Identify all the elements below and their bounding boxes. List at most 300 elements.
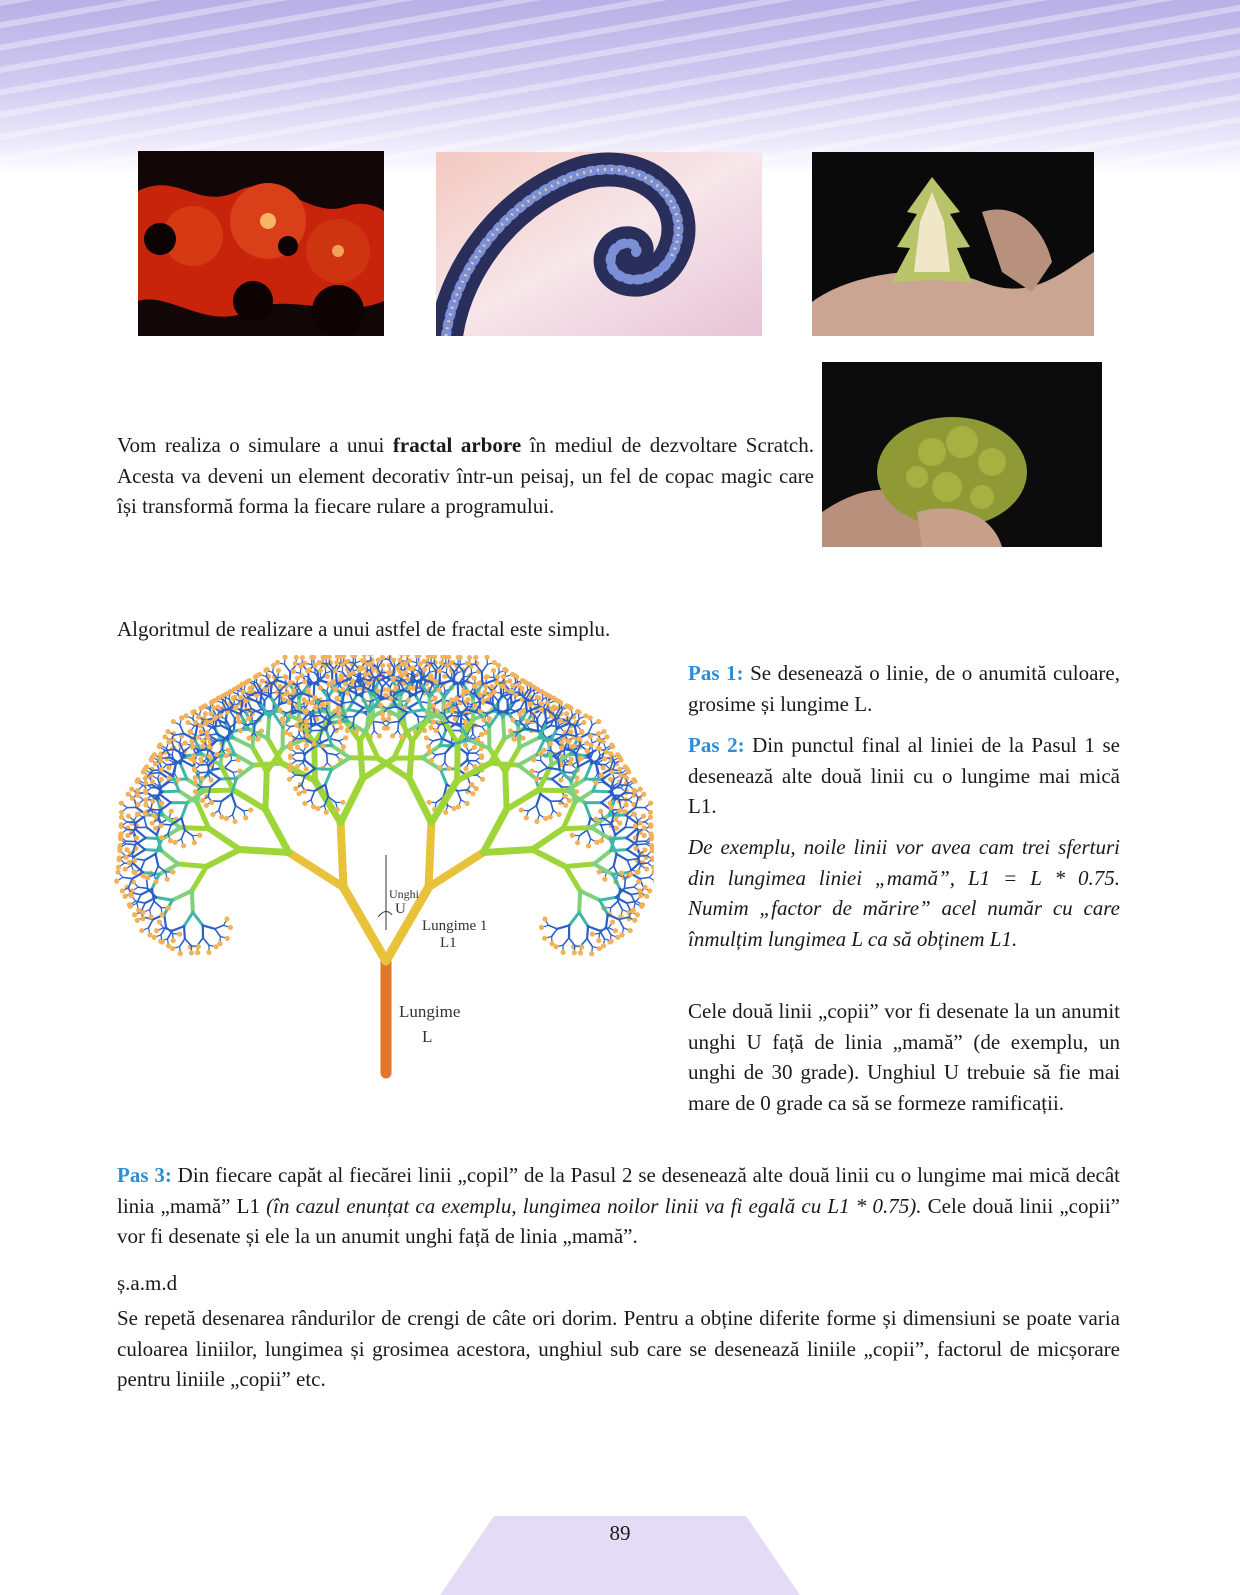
tree-leaf-dot xyxy=(579,945,584,950)
tree-leaf-dot xyxy=(192,840,197,845)
tree-leaf-dot xyxy=(248,807,253,812)
tree-leaf-dot xyxy=(336,711,341,716)
tree-leaf-dot xyxy=(150,821,155,826)
tree-leaf-dot xyxy=(324,810,329,815)
tree-branch xyxy=(637,844,646,845)
tree-leaf-dot xyxy=(642,847,647,852)
tree-leaf-dot xyxy=(617,821,622,826)
tree-leaf-dot xyxy=(354,729,359,734)
step3-italic-note: (în cazul enunțat ca exemplu, lungimea noilor linii va fi egală cu L1 * 0.75). xyxy=(266,1193,922,1218)
tree-leaf-dot xyxy=(501,674,506,679)
tree-branch xyxy=(162,828,180,839)
tree-leaf-dot xyxy=(315,806,320,811)
tree-leaf-dot xyxy=(318,685,323,690)
step3-text1: Din fiecare capăt al fiecărei linii „copil” de la Pasul 2 se desenează alte două linii cu o lungime mai mică decât linia „mamă” L1 xyxy=(117,1163,1121,1218)
tree-branch xyxy=(505,747,519,772)
tree-branch xyxy=(232,794,236,806)
tree-leaf-dot xyxy=(437,668,442,673)
tree-leaf-dot xyxy=(428,673,433,678)
step3-text2: Cele două linii „copii” vor fi desenate și ele la un anumit unghi față de linia „mamă”. xyxy=(117,1193,1120,1248)
tree-leaf-dot xyxy=(312,741,317,746)
tree-leaf-dot xyxy=(575,709,580,714)
tree-leaf-dot xyxy=(542,936,547,941)
tree-leaf-dot xyxy=(588,715,593,720)
tree-leaf-dot xyxy=(631,777,636,782)
tree-leaf-dot xyxy=(175,777,180,782)
tree-leaf-dot xyxy=(409,666,414,671)
children-paragraph: Cele două linii „copii” vor fi desenate la un anumit unghi U față de linia „mamă” (de exemplu, un unghi de 30 grade). Unghiul U trebuie să fie mai mare de 0 grade ca să se formeze ramificații. xyxy=(688,999,1120,1115)
tree-leaf-dot xyxy=(309,700,314,705)
tree-leaf-dot xyxy=(200,798,205,803)
tree-leaf-dot xyxy=(429,758,434,763)
tree-leaf-dot xyxy=(280,716,285,721)
tree-leaf-dot xyxy=(188,730,193,735)
tree-leaf-dot xyxy=(127,860,132,865)
tree-leaf-dot xyxy=(153,826,158,831)
tree-leaf-dot xyxy=(338,725,343,730)
tree-leaf-dot xyxy=(579,729,584,734)
tree-branch xyxy=(587,830,591,839)
angle-word-label: Unghi xyxy=(389,887,419,901)
tree-leaf-dot xyxy=(437,765,442,770)
tree-leaf-dot xyxy=(578,950,583,955)
tree-branch xyxy=(540,794,550,801)
tree-branch xyxy=(389,721,398,722)
tree-leaf-dot xyxy=(439,660,444,665)
tree-leaf-dot xyxy=(345,690,350,695)
repeat-paragraph: Se repetă desenarea rândurilor de crengi de câte ori dorim. Pentru a obține diferite forme și dimensiuni se poate varia culoarea liniilor, lungimea și grosimea acestora, unghiul sub care se desenează liniile „copii”, factorul de micșorare pentru liniile „copii” etc. xyxy=(117,1306,1120,1391)
tree-leaf-dot xyxy=(596,746,601,751)
tree-leaf-dot xyxy=(166,905,171,910)
tree-leaf-dot xyxy=(365,681,370,686)
tree-leaf-dot xyxy=(596,719,601,724)
tree-leaf-dot xyxy=(623,764,628,769)
tree-leaf-dot xyxy=(154,928,159,933)
tree-branch xyxy=(332,746,350,758)
tree-branch xyxy=(625,818,627,827)
tree-leaf-dot xyxy=(624,802,629,807)
tree-leaf-dot xyxy=(189,950,194,955)
tree-leaf-dot xyxy=(184,713,189,718)
tree-branch xyxy=(537,719,538,731)
tree-leaf-dot xyxy=(615,935,620,940)
tree-leaf-dot xyxy=(304,719,309,724)
tree-leaf-dot xyxy=(597,946,602,951)
length-word-label: Lungime xyxy=(399,1002,461,1021)
tree-branch xyxy=(610,838,626,839)
mandelbrot-fractal-image xyxy=(138,151,384,336)
tree-leaf-dot xyxy=(143,776,148,781)
tree-branch xyxy=(150,901,154,909)
tree-leaf-dot xyxy=(130,796,135,801)
tree-leaf-dot xyxy=(463,743,468,748)
tree-leaf-dot xyxy=(145,875,150,880)
tree-leaf-dot xyxy=(298,718,303,723)
tree-leaf-dot xyxy=(638,787,643,792)
tree-leaf-dot xyxy=(432,696,437,701)
tree-leaf-dot xyxy=(568,761,573,766)
tree-leaf-dot xyxy=(119,801,124,806)
tree-leaf-dot xyxy=(192,775,197,780)
tree-branch xyxy=(253,747,267,772)
tree-leaf-dot xyxy=(635,912,640,917)
tree-branch xyxy=(219,801,222,810)
tree-leaf-dot xyxy=(231,696,236,701)
intro-text-post: în mediul de dezvoltare Scratch. Acesta va deveni un element decorativ într-un peisaj, un fel de copac magic care își transformă forma la fiecare rulare a programului. xyxy=(117,433,814,518)
tree-leaf-dot xyxy=(305,668,310,673)
tree-leaf-dot xyxy=(408,685,413,690)
tree-leaf-dot xyxy=(599,838,604,843)
tree-leaf-dot xyxy=(204,803,209,808)
tree-leaf-dot xyxy=(295,764,300,769)
tree-leaf-dot xyxy=(448,660,453,665)
tree-leaf-dot xyxy=(200,776,205,781)
tree-leaf-dot xyxy=(558,777,563,782)
tree-leaf-dot xyxy=(136,908,141,913)
tree-leaf-dot xyxy=(484,675,489,680)
tree-leaf-dot xyxy=(143,797,148,802)
tree-branch xyxy=(311,791,314,800)
tree-branch xyxy=(638,863,647,864)
tree-leaf-dot xyxy=(282,697,287,702)
tree-leaf-dot xyxy=(472,684,477,689)
tree-leaf-dot xyxy=(399,655,404,657)
tree-leaf-dot xyxy=(617,767,622,772)
tree-leaf-dot xyxy=(123,894,128,899)
tree-leaf-dot xyxy=(427,749,432,754)
tree-leaf-dot xyxy=(378,703,383,708)
tree-leaf-dot xyxy=(470,791,475,796)
tree-leaf-dot xyxy=(316,660,321,665)
tree-leaf-dot xyxy=(586,843,591,848)
tree-branches xyxy=(114,655,654,1073)
tree-branch xyxy=(505,772,506,809)
tree-branch xyxy=(587,939,592,947)
tree-leaf-dot xyxy=(277,707,282,712)
tree-leaf-dot xyxy=(206,744,211,749)
tree-leaf-dot xyxy=(295,745,300,750)
tree-branch xyxy=(254,763,282,765)
tree-leaf-dot xyxy=(238,728,243,733)
tree-branch xyxy=(551,801,554,810)
length1-word-label: Lungime 1 xyxy=(422,918,488,934)
tree-branch xyxy=(343,887,386,961)
tree-branch xyxy=(614,854,617,866)
tree-branch xyxy=(268,717,269,739)
tree-branch xyxy=(330,730,334,738)
tree-branch xyxy=(585,764,591,779)
tree-leaf-dot xyxy=(556,812,561,817)
tree-branch xyxy=(594,851,611,864)
tree-branch xyxy=(151,773,160,774)
tree-leaf-dot xyxy=(167,738,172,743)
tree-leaf-dot xyxy=(535,695,540,700)
tree-leaf-dot xyxy=(119,810,124,815)
tree-leaf-dot xyxy=(283,674,288,679)
tree-leaf-dot xyxy=(648,815,653,820)
tree-leaf-dot xyxy=(159,835,164,840)
tree-leaf-dot xyxy=(472,703,477,708)
tree-leaf-dot xyxy=(421,659,426,664)
intro-text-pre: Vom realiza o simulare a unui xyxy=(117,433,393,457)
tree-branch xyxy=(265,772,266,809)
tree-leaf-dot xyxy=(170,869,175,874)
tree-branch xyxy=(503,717,504,739)
tree-leaf-dot xyxy=(604,734,609,739)
tree-leaf-dot xyxy=(178,951,183,956)
tree-leaf-dot xyxy=(246,716,251,721)
tree-branch xyxy=(429,853,484,888)
tree-leaf-dot xyxy=(647,888,652,893)
tree-leaf-dot xyxy=(207,754,212,759)
tree-leaf-dot xyxy=(172,840,177,845)
tree-leaf-dot xyxy=(335,697,340,702)
tree-leaf-dot xyxy=(609,742,614,747)
tree-leaf-dot xyxy=(287,681,292,686)
tree-leaf-dot xyxy=(260,678,265,683)
tree-leaf-dot xyxy=(539,925,544,930)
tree-leaf-dot xyxy=(399,734,404,739)
tree-leaf-dot xyxy=(232,819,237,824)
tree-branch xyxy=(215,925,224,929)
tree-leaf-dot xyxy=(548,814,553,819)
tree-branch xyxy=(601,824,610,825)
tree-leaf-dot xyxy=(191,758,196,763)
tree-leaf-dot xyxy=(348,671,353,676)
tree-leaf-dot xyxy=(390,733,395,738)
tree-branch xyxy=(518,726,519,748)
tree-branch xyxy=(579,891,580,913)
tree-leaf-dot xyxy=(256,736,261,741)
tree-leaf-dot xyxy=(589,743,594,748)
tree-branch xyxy=(580,891,599,900)
tree-leaf-dot xyxy=(147,932,152,937)
tree-leaf-dot xyxy=(609,769,614,774)
tree-branch xyxy=(640,877,649,878)
tree-leaf-dot xyxy=(190,744,195,749)
tree-leaf-dot xyxy=(596,737,601,742)
tree-leaf-dot xyxy=(216,695,221,700)
tree-leaf-dot xyxy=(565,738,570,743)
tree-leaf-dot xyxy=(546,693,551,698)
step3-label: Pas 3: xyxy=(117,1163,172,1187)
tree-branch xyxy=(588,725,592,734)
tree-leaf-dot xyxy=(276,668,281,673)
tree-leaf-dot xyxy=(302,801,307,806)
tree-leaf-dot xyxy=(361,658,366,663)
tree-branch xyxy=(353,702,364,708)
tree-leaf-dot xyxy=(135,793,140,798)
tree-leaf-dot xyxy=(129,820,134,825)
tree-leaf-dot xyxy=(143,811,148,816)
tree-leaf-dot xyxy=(641,792,646,797)
tree-leaf-dot xyxy=(288,732,293,737)
tree-leaf-dot xyxy=(243,698,248,703)
tree-leaf-dot xyxy=(238,695,243,700)
tree-leaf-dot xyxy=(403,670,408,675)
tree-branch xyxy=(611,850,627,851)
tree-leaf-dot xyxy=(126,792,131,797)
tree-leaf-dot xyxy=(288,767,293,772)
tree-leaf-dot xyxy=(472,676,477,681)
tree-leaf-dot xyxy=(263,668,268,673)
tree-leaf-dot xyxy=(380,663,385,668)
tree-branch xyxy=(185,830,193,836)
tree-leaf-dot xyxy=(380,655,385,660)
tree-branch xyxy=(483,850,532,853)
tree-leaf-dot xyxy=(479,753,484,758)
tree-leaf-dot xyxy=(479,732,484,737)
tree-leaf-dot xyxy=(637,888,642,893)
tree-leaf-dot xyxy=(549,941,554,946)
tree-leaf-dot xyxy=(519,807,524,812)
tree-leaf-dot xyxy=(284,691,289,696)
tree-leaf-dot xyxy=(119,815,124,820)
intro-paragraph xyxy=(117,430,814,522)
step1-label: Pas 1: xyxy=(688,661,744,685)
tree-leaf-dot xyxy=(318,668,323,673)
tree-branch xyxy=(532,829,563,850)
tree-branch xyxy=(156,854,159,866)
tree-leaf-dot xyxy=(119,824,124,829)
tree-leaf-dot xyxy=(520,736,525,741)
tree-leaf-dot xyxy=(512,737,517,742)
tree-leaf-dot xyxy=(190,710,195,715)
tree-branch xyxy=(579,830,587,836)
tree-leaf-dot xyxy=(345,728,350,733)
tree-leaf-dot xyxy=(495,674,500,679)
tree-leaf-dot xyxy=(179,715,184,720)
tree-branch xyxy=(409,702,420,708)
tree-leaf-dot xyxy=(368,655,373,657)
tree-branch xyxy=(220,778,236,779)
tree-leaf-dot xyxy=(426,744,431,749)
tree-branch xyxy=(240,850,289,853)
tree-branch xyxy=(429,697,430,719)
tree-leaf-dot xyxy=(443,810,448,815)
tree-branch xyxy=(490,763,518,765)
spiral-fractal-image xyxy=(436,152,762,336)
tree-leaf-dot xyxy=(467,655,472,660)
tree-leaf-dot xyxy=(539,701,544,706)
tree-leaf-dot xyxy=(335,655,340,659)
tree-branch xyxy=(579,912,588,926)
tree-leaf-dot xyxy=(644,866,649,871)
tree-leaf-dot xyxy=(608,751,613,756)
tree-leaf-dot xyxy=(543,816,548,821)
tree-leaf-dot xyxy=(116,865,121,870)
tree-branch xyxy=(552,929,558,937)
tree-leaf-dot xyxy=(622,809,627,814)
tree-branch xyxy=(398,721,399,730)
tree-leaf-dot xyxy=(135,918,140,923)
tree-leaf-dot xyxy=(288,746,293,751)
tree-leaf-dot xyxy=(196,735,201,740)
tree-leaf-dot xyxy=(135,802,140,807)
tree-leaf-dot xyxy=(466,661,471,666)
tree-leaf-dot xyxy=(648,810,653,815)
tree-branch xyxy=(181,830,185,839)
tree-branch xyxy=(126,844,135,845)
tree-leaf-dot xyxy=(638,893,643,898)
header-decoration xyxy=(0,0,1240,175)
tree-leaf-dot xyxy=(208,711,213,716)
tree-leaf-dot xyxy=(388,696,393,701)
tree-branch xyxy=(184,926,185,938)
tree-branch xyxy=(181,764,187,779)
tree-leaf-dot xyxy=(559,745,564,750)
tree-leaf-dot xyxy=(115,869,120,874)
tree-leaf-dot xyxy=(196,944,201,949)
step2-label: Pas 2: xyxy=(688,733,745,757)
tree-leaf-dot xyxy=(338,677,343,682)
step2-text: Din punctul final al liniei de la Pasul 1 se desenează alte două linii cu o lungime mai mică L1. xyxy=(688,733,1120,818)
tree-leaf-dot xyxy=(386,670,391,675)
tree-leaf-dot xyxy=(456,804,461,809)
tree-leaf-dot xyxy=(604,749,609,754)
example-paragraph: De exemplu, noile linii vor avea cam trei sferturi din lungimea liniei „mamă”, L1 = L * 0.75. Numim „factor de mărire” acel număr cu care înmulțim lungimea L ca să obținem L1. xyxy=(688,835,1120,951)
tree-leaf-dot xyxy=(189,739,194,744)
tree-branch xyxy=(192,891,193,913)
tree-leaf-dot xyxy=(499,683,504,688)
tree-leaf-dot xyxy=(431,719,436,724)
tree-branch xyxy=(209,829,240,850)
step1-text: Se desenează o linie, de o anumită culoare, grosime și lungime L. xyxy=(688,661,1120,716)
tree-leaf-dot xyxy=(453,697,458,702)
tree-leaf-dot xyxy=(142,767,147,772)
tree-leaf-dot xyxy=(341,744,346,749)
tree-branch xyxy=(161,851,178,864)
tree-leaf-dot xyxy=(287,777,292,782)
tree-leaf-dot xyxy=(294,655,299,660)
tree-leaf-dot xyxy=(209,777,214,782)
angle-arc xyxy=(378,911,392,917)
tree-leaf-dot xyxy=(343,735,348,740)
tree-branch xyxy=(624,879,625,888)
tree-leaf-dot xyxy=(203,721,208,726)
tree-leaf-dot xyxy=(165,877,170,882)
tree-branch xyxy=(181,803,187,818)
tree-leaf-dot xyxy=(632,918,637,923)
tree-leaf-dot xyxy=(542,916,547,921)
tree-leaf-dot xyxy=(293,661,298,666)
tree-branch xyxy=(167,764,176,765)
tree-leaf-dot xyxy=(158,753,163,758)
tree-branch xyxy=(399,695,401,716)
tree-leaf-dot xyxy=(210,812,215,817)
tree-leaf-dot xyxy=(527,682,532,687)
tree-branch xyxy=(618,901,622,909)
tree-leaf-dot xyxy=(335,807,340,812)
tree-branch xyxy=(507,790,539,809)
tree-leaf-dot xyxy=(531,757,536,762)
tree-leaf-dot xyxy=(193,780,198,785)
romanesco-cut-image xyxy=(812,152,1094,336)
tree-leaf-dot xyxy=(512,673,517,678)
tree-leaf-dot xyxy=(336,706,341,711)
tree-leaf-dot xyxy=(326,682,331,687)
tree-leaf-dot xyxy=(158,758,163,763)
tree-leaf-dot xyxy=(489,684,494,689)
tree-branch xyxy=(483,809,506,852)
tree-leaf-dot xyxy=(311,804,316,809)
tree-branch xyxy=(141,860,145,869)
tree-leaf-dot xyxy=(589,951,594,956)
tree-leaf-dot xyxy=(213,944,218,949)
tree-branch xyxy=(569,912,579,925)
tree-leaf-dot xyxy=(168,838,173,843)
tree-branch xyxy=(164,914,166,926)
